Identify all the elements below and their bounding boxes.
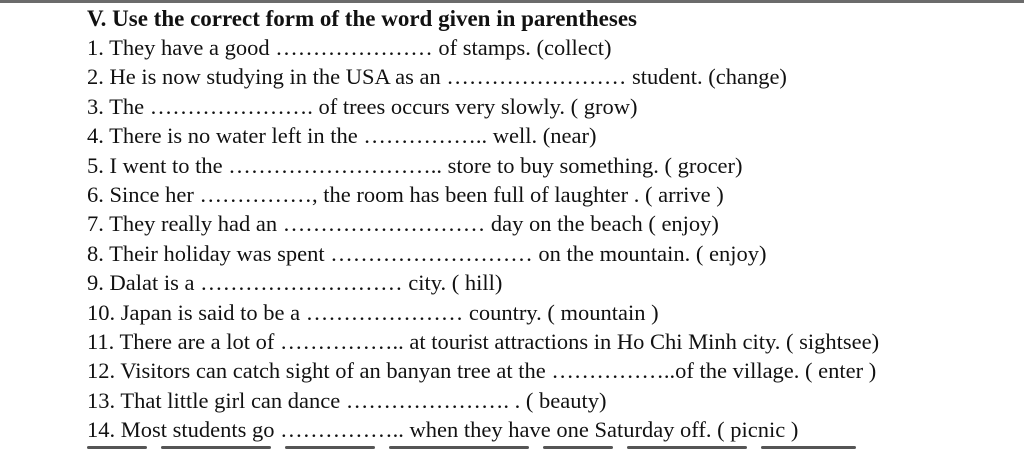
exercise-item-12: 12. Visitors can catch sight of an banyan tree at the ……………..of the village. ( enter ) — [87, 358, 877, 384]
exercise-section — [87, 4, 1017, 445]
exercise-item-10: 10. Japan is said to be a ………………… country. ( mountain ) — [87, 299, 659, 325]
exercise-item-13: 13. That little girl can dance …………………. . ( beauty) — [87, 387, 607, 413]
exercise-item-9: 9. Dalat is a ……………………… city. ( hill) — [87, 270, 503, 296]
top-border-line — [0, 0, 1024, 3]
exercise-list — [87, 33, 1017, 445]
exercise-item-6: 6. Since her ……………, the room has been full of laughter . ( arrive ) — [87, 182, 724, 208]
exercise-item-11: 11. There are a lot of …………….. at tourist attractions in Ho Chi Minh city. ( sightsee) — [87, 329, 880, 355]
exercise-item-8: 8. Their holiday was spent ……………………… on the mountain. ( enjoy) — [87, 240, 767, 266]
exercise-item-2: 2. He is now studying in the USA as an …………………… student. (change) — [87, 64, 787, 90]
exercise-title: V. Use the correct form of the word given in parentheses — [87, 6, 637, 31]
exercise-item-1: 1. They have a good ………………… of stamps. (collect) — [87, 35, 612, 60]
exercise-item-4: 4. There is no water left in the …………….. well. (near) — [87, 123, 597, 149]
exercise-item-3: 3. The …………………. of trees occurs very slowly. ( grow) — [87, 93, 638, 119]
exercise-item-14: 14. Most students go …………….. when they have one Saturday off. ( picnic ) — [87, 417, 799, 443]
cropped-next-line — [87, 443, 947, 450]
exercise-item-7: 7. They really had an ……………………… day on the beach ( enjoy) — [87, 211, 719, 237]
exercise-item-5: 5. I went to the ……………………….. store to buy something. ( grocer) — [87, 152, 743, 178]
